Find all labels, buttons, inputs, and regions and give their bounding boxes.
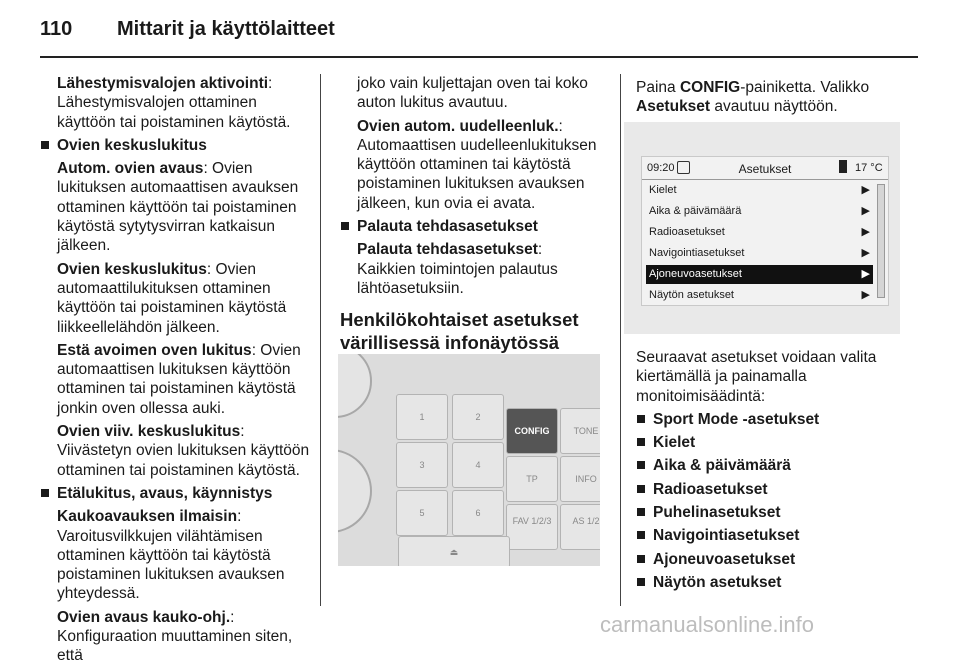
paragraph: Lähestymisvalojen aktivointi: Lähestymisvalojen ottaminen käyttöön tai poistaminen käytöstä. <box>57 75 291 131</box>
display-screen <box>641 156 889 306</box>
menu-item[interactable]: Navigointiasetukset ▶ <box>646 244 873 263</box>
clock-time: 09:20 <box>647 162 675 174</box>
arrow-right-icon: ▶ <box>861 226 870 238</box>
menu-item[interactable]: Radioasetukset ▶ <box>646 223 873 242</box>
multifunction-knob <box>338 449 372 533</box>
as-button: AS 1/2 <box>560 504 600 550</box>
bullet-item: Palauta tehdasasetukset <box>340 217 602 236</box>
bullet-item: Ovien keskuslukitus <box>40 136 310 155</box>
menu-list <box>646 181 873 307</box>
screen-title: Asetukset <box>738 162 792 176</box>
paragraph: joko vain kuljettajan oven tai koko auton lukitus avautuu. <box>357 75 588 112</box>
bullet-item: Näytön asetukset <box>636 573 906 592</box>
menu-item[interactable]: Aika & päivämäärä ▶ <box>646 202 873 221</box>
bullet-item: Radioasetukset <box>636 480 906 499</box>
phone-icon <box>839 160 847 173</box>
bullet-item: Sport Mode -asetukset <box>636 410 906 429</box>
page-title: Mittarit ja käyttölaitteet <box>117 18 335 40</box>
paragraph: Ovien keskuslukitus: Ovien automaattilukituksen ottaminen käyttöön tai poistaminen käytöstä liikkeellelähdön jälkeen. <box>57 260 287 336</box>
arrow-right-icon: ▶ <box>861 184 870 196</box>
paragraph: Kaukoavauksen ilmaisin: Varoitusvilkkujen vilähtämisen ottaminen käyttöön tai käytöstä poistaminen lukituksen avauksen yhteydessä. <box>57 508 285 603</box>
settings-screen-image <box>624 122 900 334</box>
column-middle <box>340 74 602 354</box>
bullet-item: Aika & päivämäärä <box>636 456 906 475</box>
config-button: CONFIG <box>506 408 558 454</box>
screen-status-bar <box>642 157 888 180</box>
preset-button: 4 <box>452 442 504 488</box>
bullet-item: Kielet <box>636 433 906 452</box>
header-rule <box>40 56 918 58</box>
fav-button: FAV 1/2/3 <box>506 504 558 550</box>
preset-button: 5 <box>396 490 448 536</box>
tp-button: TP <box>506 456 558 502</box>
paragraph: Ovien autom. uudelleenluk.: Automaattisen uudelleenlukituksen käyttöön ottaminen tai käytöstä poistaminen lukituksen avauksen jälkeen, kun ovia ei avata. <box>357 117 597 212</box>
bullet-item: Ajoneuvoasetukset <box>636 550 906 569</box>
column-divider <box>320 74 321 606</box>
paragraph: Estä avoimen oven lukitus: Ovien automaattisen lukituksen käyttöön ottaminen tai poistaminen käytöstä jonkin oven ollessa auki. <box>57 341 301 417</box>
section-heading: Henkilökohtaiset asetukset värillisessä infonäytössä <box>340 309 579 354</box>
column-left <box>40 74 310 670</box>
menu-item-selected[interactable]: Ajoneuvoasetukset ▶ <box>646 265 873 284</box>
paragraph: Autom. ovien avaus: Ovien lukituksen automaattisen avauksen ottaminen käyttöön tai poistaminen käytöstä sytytysvirran katkaisun jälkeen. <box>57 160 299 255</box>
eject-button: ⏏ <box>398 536 510 566</box>
arrow-right-icon: ▶ <box>861 205 870 217</box>
bullet-item: Etälukitus, avaus, käynnistys <box>40 484 310 503</box>
bullet-item: Navigointiasetukset <box>636 526 906 545</box>
watermark: carmanualsonline.info <box>600 612 815 637</box>
column-right <box>636 78 906 121</box>
page-number: 110 <box>40 18 73 40</box>
radio-panel-image <box>338 354 600 566</box>
bullet-item: Puhelinasetukset <box>636 503 906 522</box>
preset-button: 6 <box>452 490 504 536</box>
paragraph: Palauta tehdasasetukset: Kaikkien toimintojen palautus lähtöasetuksiin. <box>357 241 558 297</box>
paragraph: Ovien viiv. keskuslukitus: Viivästetyn ovien lukituksen käyttöön ottaminen tai poistaminen käytöstä. <box>57 423 310 479</box>
temperature: 17 °C <box>855 162 883 174</box>
preset-button: 1 <box>396 394 448 440</box>
arrow-right-icon: ▶ <box>861 247 870 259</box>
paragraph: Seuraavat asetukset voidaan valita kiertämällä ja painamalla monitoimisäädintä: <box>636 349 877 405</box>
paragraph: Ovien avaus kauko-ohj.: Konfiguraation muuttaminen siten, että <box>57 608 293 665</box>
tone-button: TONE <box>560 408 600 454</box>
menu-item[interactable]: Kielet ▶ <box>646 181 873 200</box>
volume-knob <box>338 354 372 418</box>
paragraph: Paina CONFIG-painiketta. Valikko Asetukset avautuu näyttöön. <box>636 79 870 116</box>
info-button: INFO <box>560 456 600 502</box>
menu-item[interactable]: Näytön asetukset ▶ <box>646 286 873 305</box>
arrow-right-icon: ▶ <box>861 289 870 301</box>
scrollbar <box>877 184 885 298</box>
column-divider <box>620 74 621 606</box>
preset-button: 2 <box>452 394 504 440</box>
preset-button: 3 <box>396 442 448 488</box>
page-header <box>0 0 960 60</box>
column-right-lower <box>636 348 906 596</box>
arrow-right-icon: ▶ <box>861 268 870 280</box>
